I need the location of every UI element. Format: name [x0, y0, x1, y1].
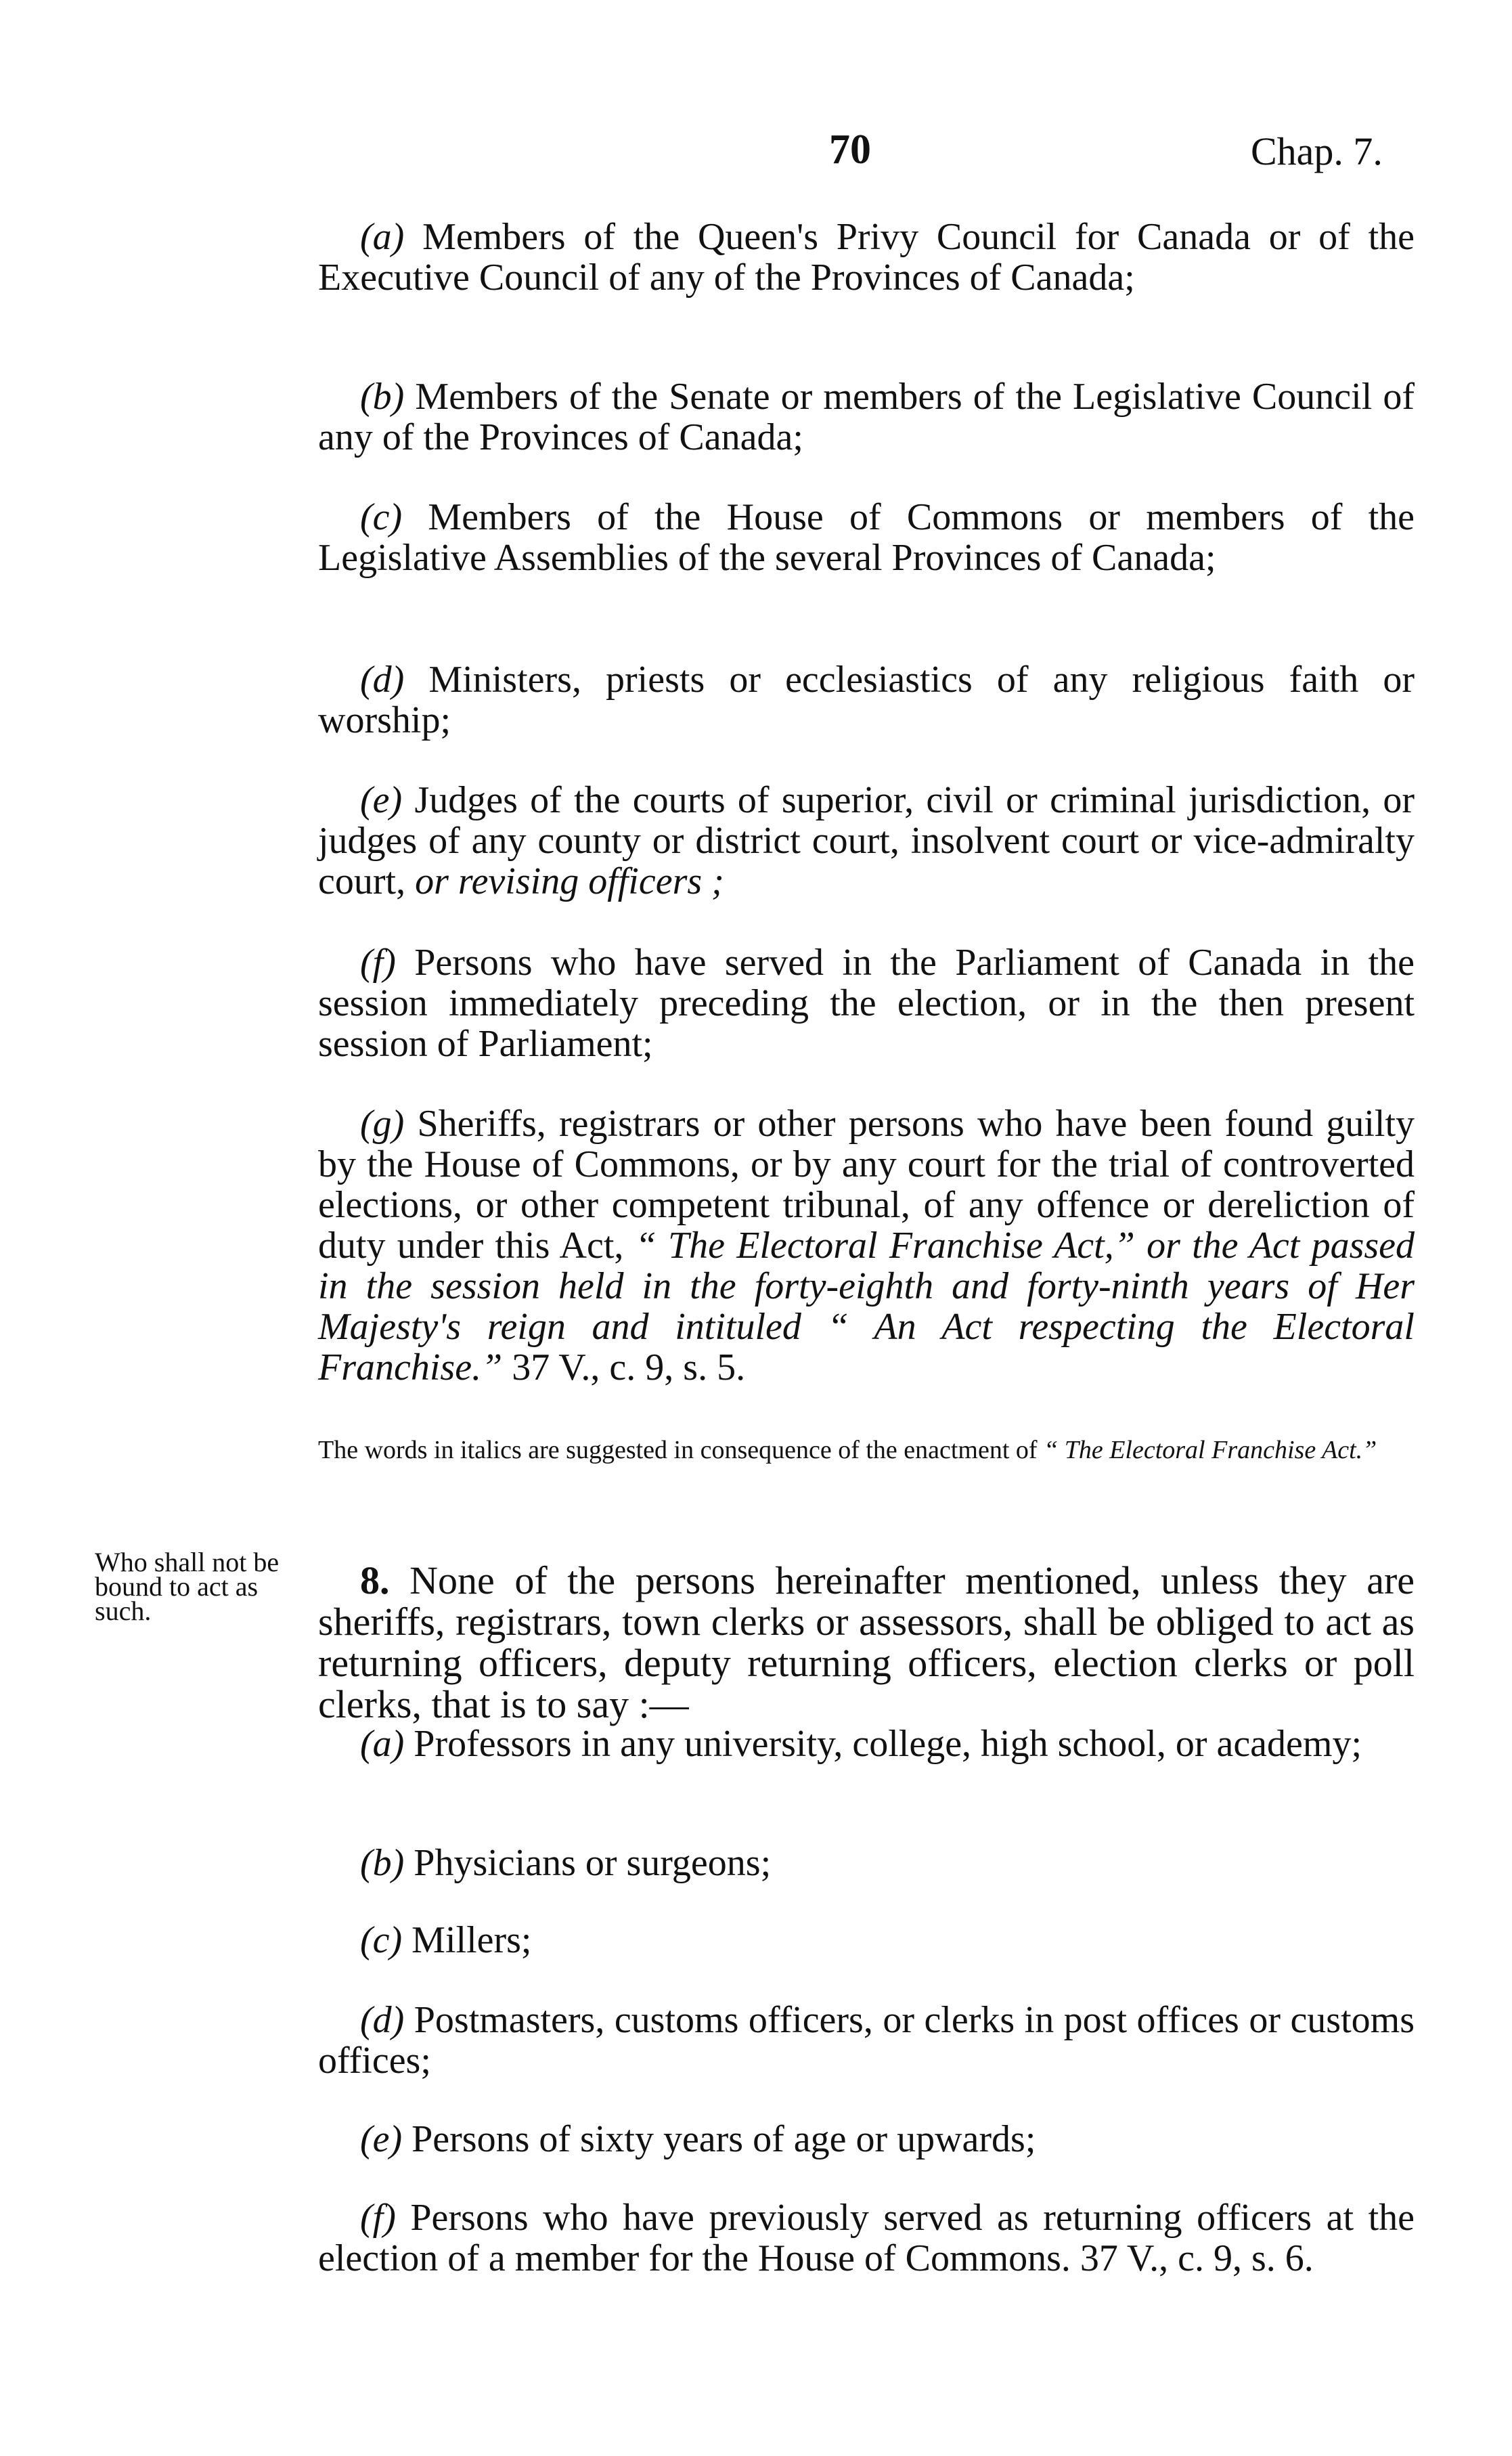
item-7b: [318, 376, 1415, 458]
citation: 37 V., c. 9, s. 5.: [512, 1346, 746, 1388]
item-7g: [318, 1103, 1415, 1388]
item-8e: [318, 2119, 1415, 2159]
item-8a: [318, 1724, 1415, 1764]
item-8c: [318, 1920, 1415, 1960]
item-text: Sheriffs, registrars or other persons who have been found guilty by the House of Commons, or by any court for the trial of controverted elections, or other competent tribunal, of any offence or dereliction of duty under this Act,: [318, 1103, 1415, 1267]
item-text: Members of the House of Commons or members of the Legislative Assemblies of the several Provinces of Canada;: [318, 496, 1415, 579]
item-text: Persons who have served in the Parliament of Canada in the session immediately preceding the election, or in the then present session of Parliament;: [318, 942, 1415, 1065]
item-mark: (a): [360, 216, 405, 258]
item-text: Persons of sixty years of age or upwards;: [412, 2118, 1036, 2160]
item-mark: (d): [360, 659, 405, 701]
chapter-label: Chap. 7.: [1251, 129, 1383, 173]
item-mark: (c): [360, 1919, 403, 1961]
margin-note: Who shall not be bound to act as such.: [95, 1547, 280, 1626]
item-mark: (e): [360, 779, 403, 821]
item-mark: (f): [360, 942, 396, 984]
item-text: Physicians or surgeons;: [414, 1842, 772, 1884]
item-7f: [318, 942, 1415, 1064]
item-8d: [318, 2000, 1415, 2081]
item-mark: (e): [360, 2118, 403, 2160]
section-number: 8.: [360, 1558, 390, 1602]
item-text: Members of the Senate or members of the Legislative Council of any of the Provinces of Canada;: [318, 376, 1415, 458]
item-text: Professors in any university, college, high school, or academy;: [414, 1723, 1362, 1765]
item-7c: [318, 497, 1415, 578]
page-number: 70: [829, 127, 871, 173]
item-7e: [318, 780, 1415, 902]
note-italic: “ The Electoral Franchise Act.”: [1044, 1436, 1377, 1464]
item-italic-text: or revising officers ;: [415, 860, 724, 902]
item-mark: (c): [360, 496, 403, 538]
item-mark: (b): [360, 376, 405, 418]
item-7d: [318, 659, 1415, 741]
section-text: None of the persons hereinafter mentioned, unless they are sheriffs, registrars, town clerks or assessors, shall be obliged to act as returning officers, deputy returning officers, election clerks or poll clerks, that is to say :—: [318, 1558, 1415, 1726]
item-mark: (g): [360, 1103, 405, 1145]
item-mark: (a): [360, 1723, 405, 1765]
item-text: Persons who have previously served as returning officers at the election of a member for the House of Commons. 37 V., c. 9, s. 6.: [318, 2197, 1415, 2279]
editorial-note: [318, 1435, 1415, 1465]
item-7a: [318, 217, 1415, 298]
item-text: Members of the Queen's Privy Council for Canada or of the Executive Council of any of the Provinces of Canada;: [318, 216, 1415, 299]
item-text: Ministers, priests or ecclesiastics of any religious faith or worship;: [318, 659, 1415, 741]
note-text: The words in italics are suggested in consequence of the enactment of: [318, 1436, 1038, 1464]
item-8f: [318, 2197, 1415, 2279]
item-italic-text: “ The Electoral Franchise Act,” or the Act passed in the session held in the forty-eighth and forty-ninth years of Her Majesty's reign and intituled: [318, 1225, 1415, 1348]
item-text: Millers;: [412, 1919, 532, 1961]
item-text: Postmasters, customs officers, or clerks in post offices or customs offices;: [318, 1999, 1415, 2082]
item-mark: (f): [360, 2197, 396, 2239]
item-8b: [318, 1843, 1415, 1883]
item-text: Judges of the courts of superior, civil or criminal jurisdiction, or judges of any county or district court, insolvent court or vice-admiralty court,: [318, 779, 1415, 902]
item-mark: (d): [360, 1999, 405, 2041]
item-mark: (b): [360, 1842, 405, 1884]
item-italic-text-2: “ An Act respecting the Electoral Franchise.”: [318, 1306, 1415, 1388]
